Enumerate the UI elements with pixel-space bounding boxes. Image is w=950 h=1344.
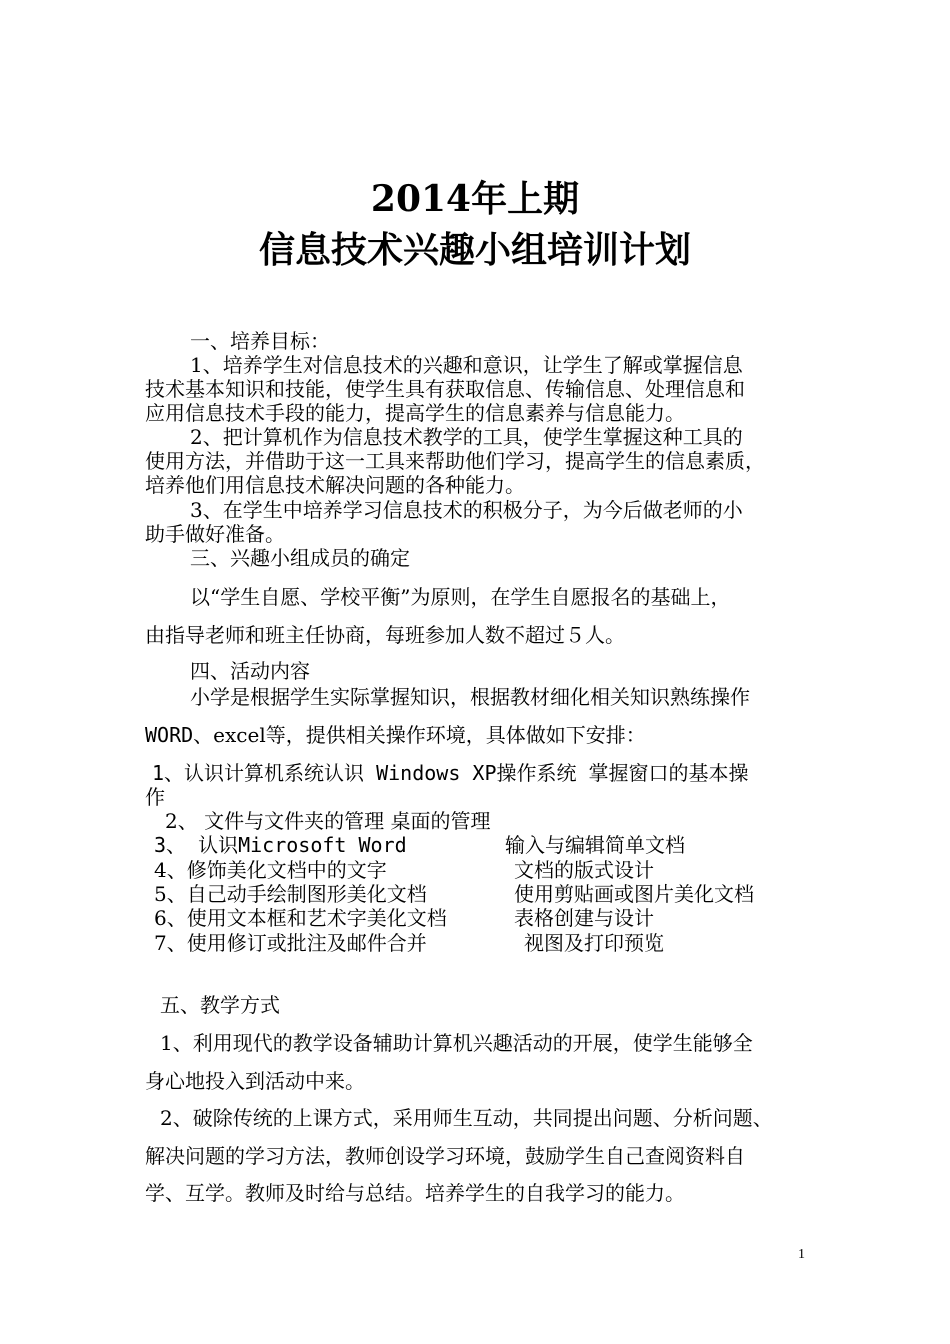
list-item: 4、修饰美化文档中的文字 (154, 858, 387, 882)
paragraph-line: 1、培养学生对信息技术的兴趣和意识，让学生了解或掌握信息 (190, 353, 743, 377)
list-item-second: 视图及打印预览 (524, 931, 664, 955)
paragraph-line (145, 722, 646, 748)
paragraph-line: 2、破除传统的上课方式，采用师生互动，共同提出问题、分析问题、 (160, 1106, 773, 1130)
paragraph-line: 助手做好准备。 (145, 522, 285, 546)
list-item: 2、 文件与文件夹的管理 桌面的管理 (165, 809, 491, 833)
list-item: 1、认识计算机系统认识 Windows XP操作系统 掌握窗口的基本操 (152, 761, 749, 785)
paragraph-line: 学、互学。教师及时给与总结。培养学生的自我学习的能力。 (145, 1181, 685, 1205)
document-title-main: 信息技术兴趣小组培训计划 (258, 229, 691, 271)
paragraph-line: 使用方法，并借助于这一工具来帮助他们学习，提高学生的信息素质， (145, 449, 765, 473)
document-title-year: 2014年上期 (370, 178, 580, 220)
list-item-second: 输入与编辑简单文档 (505, 833, 685, 857)
text-word: WORD、 (145, 723, 214, 747)
list-item: 6、使用文本框和艺术字美化文档 (154, 906, 447, 930)
section-heading-members: 三、兴趣小组成员的确定 (190, 546, 410, 570)
list-item: 3、 认识Microsoft Word (154, 833, 407, 857)
paragraph-line: 应用信息技术手段的能力，提高学生的信息素养与信息能力。 (145, 401, 685, 425)
list-item-second: 表格创建与设计 (514, 906, 654, 930)
paragraph-line: 技术基本知识和技能，使学生具有获取信息、传输信息、处理信息和 (145, 377, 745, 401)
paragraph-line: 身心地投入到活动中来。 (145, 1069, 365, 1093)
section-heading-goals: 一、培养目标： (190, 329, 330, 353)
list-item-continuation: 作 (145, 785, 165, 809)
text-rest: excel等，提供相关操作环境，具体做如下安排： (213, 723, 646, 747)
paragraph-line: 以“学生自愿、学校平衡”为原则，在学生自愿报名的基础上， (190, 585, 731, 609)
page-number: 1 (798, 1247, 805, 1262)
paragraph-line: 1、利用现代的教学设备辅助计算机兴趣活动的开展，使学生能够全 (160, 1031, 753, 1055)
paragraph-line: 由指导老师和班主任协商，每班参加人数不超过５人。 (145, 623, 625, 647)
list-item-second: 文档的版式设计 (514, 858, 654, 882)
paragraph-line: 2、把计算机作为信息技术教学的工具，使学生掌握这种工具的 (190, 425, 743, 449)
list-item: 7、使用修订或批注及邮件合并 (154, 931, 427, 955)
section-heading-activities: 四、活动内容 (190, 659, 310, 683)
paragraph-line: 培养他们用信息技术解决问题的各种能力。 (145, 473, 525, 497)
list-item-second: 使用剪贴画或图片美化文档 (514, 882, 754, 906)
paragraph-line: 3、在学生中培养学习信息技术的积极分子，为今后做老师的小 (190, 498, 743, 522)
list-item: 5、自己动手绘制图形美化文档 (154, 882, 427, 906)
paragraph-line: 小学是根据学生实际掌握知识，根据教材细化相关知识熟练操作 (190, 685, 750, 709)
paragraph-line: 解决问题的学习方法，教师创设学习环境，鼓励学生自己查阅资料自 (145, 1144, 745, 1168)
section-heading-teaching: 五、教学方式 (160, 993, 280, 1017)
